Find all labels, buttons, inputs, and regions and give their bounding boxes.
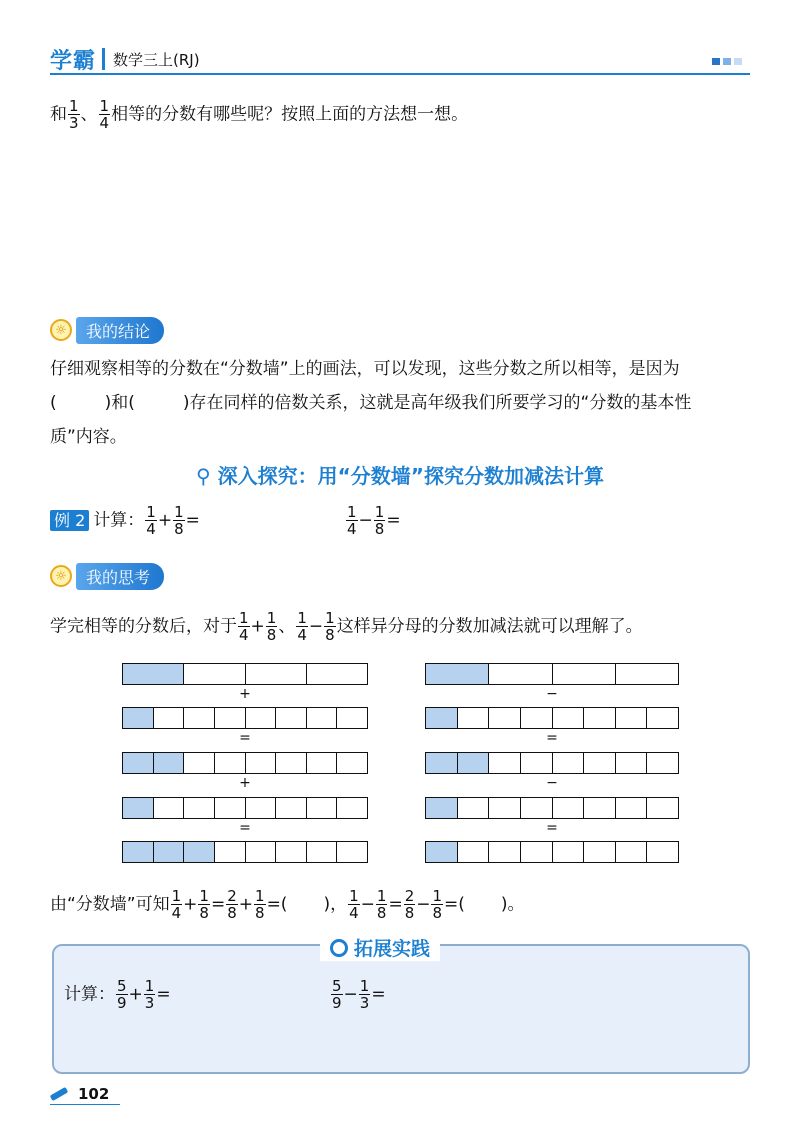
- extension-heading: 拓展实践: [320, 934, 440, 961]
- lightbulb-icon: ☼: [50, 319, 72, 341]
- thinking-text: 学完相等的分数后，对于 $\frac{1}{4}$ + $\frac{1}{8}$ 、 $\frac{1}{4}$ − $\frac{1}{8}$ 这样异分母的分数加减法就可以理解了。: [50, 609, 643, 644]
- fraction-wall-eighths: [122, 752, 368, 774]
- page-number: 102: [78, 1085, 110, 1103]
- fraction-wall-eighths: [122, 841, 368, 863]
- operator: =: [546, 730, 558, 746]
- conclusion-label: 我的结论: [76, 317, 164, 344]
- operator: +: [239, 686, 251, 702]
- page-footer: [50, 1085, 109, 1103]
- extension-addition: 计算： $\frac{5}{9}$ + $\frac{1}{3}$ =: [64, 977, 171, 1012]
- fraction: $\frac{1}{3}$: [69, 97, 79, 132]
- fraction-wall-quarters: [425, 663, 679, 685]
- fraction-wall-eighths: [425, 752, 679, 774]
- header-divider: [102, 48, 105, 70]
- summary-equation: 由“分数墙”可知 $\frac{1}{4}$ + $\frac{1}{8}$ = $\frac{2}{8}$ + $\frac{1}{8}$ =( )， $\frac{1}{4}$ − $\frac{1}{8}$ = $\frac{2}{8}$ − $\frac{1}{8}$ =( )。: [50, 887, 525, 922]
- lightbulb-icon: ☼: [50, 565, 72, 587]
- operator: =: [239, 820, 251, 836]
- brand-logo: 学霸: [50, 48, 97, 74]
- extension-subtraction: $\frac{5}{9}$ − $\frac{1}{3}$ =: [332, 977, 386, 1012]
- operator: −: [546, 686, 558, 702]
- fraction-wall-eighths: [425, 797, 679, 819]
- header-rule: [50, 73, 750, 75]
- footer-rule: [50, 1104, 120, 1105]
- example-2: 例 2 计算： $\frac{1}{4}$ + $\frac{1}{8}$ =: [50, 504, 200, 537]
- fraction-wall-eighths: [425, 707, 679, 729]
- example-badge: 例 2: [50, 510, 89, 531]
- example-2-subtraction: $\frac{1}{4}$ − $\frac{1}{8}$ =: [347, 503, 401, 538]
- fraction-wall-eighths: [122, 797, 368, 819]
- microscope-icon: ⚲: [196, 464, 211, 488]
- pencil-icon: [50, 1087, 69, 1101]
- conclusion-text: 仔细观察相等的分数在“分数墙”上的画法，可以发现，这些分数之所以相等，是因为 ( )和( )存在同样的倍数关系，这就是高年级我们所要学习的“分数的基本性 质”内容。: [50, 359, 692, 447]
- thinking-heading: [50, 563, 164, 589]
- fraction-wall-eighths: [425, 841, 679, 863]
- fraction-wall-eighths: [122, 707, 368, 729]
- fraction: $\frac{1}{4}$: [99, 97, 110, 132]
- operator: =: [239, 730, 251, 746]
- target-icon: [330, 939, 348, 957]
- fraction-wall-quarters: [122, 663, 368, 685]
- running-header: [50, 44, 200, 74]
- header-marks-icon: [712, 58, 742, 65]
- conclusion-heading: [50, 317, 164, 343]
- book-title: 数学三上(RJ): [113, 50, 200, 69]
- operator: =: [546, 820, 558, 836]
- intro-question: 和 $\frac{1}{3}$ 、 $\frac{1}{4}$ 相等的分数有哪些呢？按照上面的方法想一想。: [50, 97, 469, 132]
- thinking-label: 我的思考: [76, 563, 164, 590]
- operator: +: [239, 775, 251, 791]
- explore-title: ⚲ 深入探究：用“分数墙”探究分数加减法计算: [196, 464, 604, 488]
- operator: −: [546, 775, 558, 791]
